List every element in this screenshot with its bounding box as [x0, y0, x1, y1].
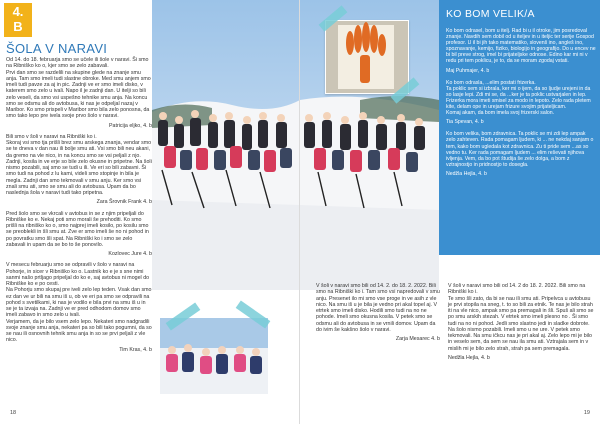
panel-author: Tia Spevan, 4. b	[446, 119, 484, 126]
page-number: 19	[583, 410, 590, 416]
article-author: Nedžla Hejla, 4. b	[448, 354, 490, 361]
article-paragraph: Bili smo v šoli v naravi na Ribniški ko i. Skoraj vsi smo tja prišli brez smu arskega znanja, vendar smo se te dneva v dan nau ili bolje smu ati. Vsi smo bili neu akani, da gremo na vle nico, in na koncu smo se vsi peljali z njo. Zadnji, kosila in ve erje so bile zelo okusne in pripetne. Na šoli nismo pozabili, saj smo se tudi u ili. Ve eri so bili zabavni. Ši smo tudi na pohod z lu kami, videli smo stopinje in bila je megla. Zadnji dan smo tekmovali v smu anju. Ker smo vsi znali smu ati, smo se smu ali do avtobusa. Upam da bo naslednja šola v naravi tudi tako pripetna.	[6, 133, 152, 196]
article-author: Patricija eljko, 4. b	[109, 122, 152, 129]
article-paragraph: Pred šolo smo se vkrcali v avtobus in se z njim pripeljali do Ribniške ko e. Nekaj poti smo morali še prehoditi. Ko smo prišli na ribniško ko o, smo najprej imeli kosilo, po kosilu smo se preoblekli in šli smu at. Zve er smo imeli še no ni pohod in po povratku smo šli spat. Na Ribniški ko i smo se zelo zabavali in upam da se bo to še ponovilo.	[6, 210, 149, 248]
panel-title: KO BOM VELIK/A	[446, 8, 535, 20]
article-author: Zarja Mesarec 4. b	[395, 336, 440, 342]
right-text-column	[448, 283, 596, 366]
right-page	[300, 0, 600, 424]
small-group-photo	[160, 318, 268, 394]
page-number: 18	[10, 410, 17, 416]
panel-paragraph: Ko bom odrasel, bom u itelj. Rad bi u il otroke, jim posredoval znanje. Navdih sem dobil od u iteljev in u iteljic ter serije Gospod profesor. U il bi jih tako matematiko, slovenš ino, angleš ino, spoznavanje, kemijo, fiziko, biologijo in geografijo. Do u encev ne bi bil preve strog, imel bi prijateljske odnose. Edino kar mi ni v redu pri tem poklicu, je to, da se moram zgodaj vstati.	[446, 28, 596, 65]
middle-text-column	[316, 283, 440, 347]
section-title: ŠOLA V NARAVI	[6, 41, 108, 56]
panel-paragraph: Ko bom velika, bom zdravnica. Ta poklic se mi zdi lep ampak zelo zahteven. Rada pomagam ljudem, ki ... ne nekdaj sanjam o tem, kako bom ugledala kot zdravnica. Zu ti pride sem ...as so vedno tu. Ker rada pomagam ljudem ... elim reševati njihova ivljenja. Vem, da bo pot študija še zelo dolga, a bom z vztrajnostjo in pridnostjo to dosegla.	[446, 131, 594, 168]
panel-paragraph: Ko bom odrasla, ...elim postati frizerka. Ta poklic sem si izbrala, ker mi o ijem, da so ljudje urejeni in da so lasje lepi. Zdi mi se, da ...ker je ta poklic ustvarjalen in lep. Frizerka mora imeti smisel za modo in lepoto. Zelo rada pletem kite, delam ope in urejam frizure svojim prijateljicam. Komaj akam, da bom imela svoj frizerski salon.	[446, 79, 591, 117]
article-paragraph: Od 14. do 18. februarja smo se učele ili šole v naravi. Ši smo na Ribniško ko o, kjer smo se zelo zabavali. Prvi dan smo se razdelili na skupine glede na znanje smu anja. Tam smo imeli tudi slastne obroke. Med smu anjem smo imeli tudi pavze za aj in pic. Zadnji ve er smo imeli disko, v katerem smo zelo u ivali. Napo il je zadnji dan. U itelji so bili zelo veseli, da smo vsi uspešno tehnike smu anja. Na koncu smo se odsmu ali do avtobusa, ki nas je odpeljal nazaj v Maribor. Ko smo prispeli v Maribor smo bila zelo ponosna, da smo tako lepo pre ivela svoje prvo šolo v naravi.	[6, 57, 151, 120]
article-author: Tim Kras, 4. b	[119, 346, 152, 353]
career-panel	[439, 0, 600, 255]
article-author: Zara Šrovnik Frank 4. b	[96, 199, 152, 206]
article-author: Kozlovec Jure 4. b	[108, 251, 152, 257]
panel-author: Maj Puhmajer, 4. b	[446, 67, 490, 74]
article-paragraph: V mesecu februarju smo se odpravili v šolo v naravi na Pohorje, in sicer v Ribniško ko o. Lastnik ko e je s sne nimi sanmi našo prtljago pripeljal do ko e, saj avtobus ni mogel do Ribniške ko e po cesti. Na Pohorju smo skupaj pre iveli zelo lep teden. Vsak dan smo ez dan ve ur bili na smu iš u, ob ve eri pa smo se odpravili na pohod s svetilkami, ki nas je vodilo e bila prvi na smu iš u in se je ta izvaja na. Zadnji ve er pred odhodom domov smo imeli zabavo in smo zelo u ivali. Verjamem, da je bilo vsem zelo lepo. Nekateri smo nadgradili svoje znanje smu anja, nekateri pa so bili tako pogumni, da so se nau ili osnovnih tehnik smu anja in so se prvi peljali z vle nico.	[6, 262, 152, 344]
group-ski-photo	[152, 0, 300, 290]
panel-author: Nedžla Hejla, 4. b	[446, 170, 487, 177]
left-text-column	[6, 57, 152, 358]
article-paragraph: V šoli v naravi smo bili od 14. 2. do 18. 2. 2022. Bili smo na Ribniški ko i. Tam smo vsi napredovali v smu anju. Presenet ilo mi smo vse proge in ve asih z vle nico. Na smu iš u je bila je vedno pri akal topel aj. V etrtek smo imeli disko. Hodili smo tudi na no ne pohode. Imeli smo okusna kosila. V petek smo se odsmu ali do avtobusa in se vrnili domov. Upam da do ivim še kakšno šolo v naravi.	[316, 283, 440, 333]
artwork-photo	[325, 20, 409, 94]
article-paragraph: V šoli v naravi smo bili od 14. 2 do 18. 2. 2022. Bili smo na Ribniški ko i. Te smo šli zato, da bi se nau ili smu ati. Pripelvca u avtobusu je prvi stopila na sneg, t. to so bili za etnik. Te nas je bilo strah iti na vle nico, ampak smo pa premagali in šli. Spuš ali smo se po smu arskih stezah. V etrtek smo imeli plesno no . Ši smo tudi na no ni pohod. Jedli smo slastno jedi in sladke dobrote. Na šolo nismo pozabili. Imeli smo u ne ure. V petek smo tekmovali. Na smu ičkcu nas je pri akal aj. Zelo lepo mi je bilo in veselo sem, da sem se nau ila smu ati. Vztrajala sem in v mislih mi je bilo zelo strah, strah pa sem premagala.	[448, 283, 594, 352]
class-badge: 4. B	[4, 3, 32, 37]
panel-body	[446, 28, 596, 183]
